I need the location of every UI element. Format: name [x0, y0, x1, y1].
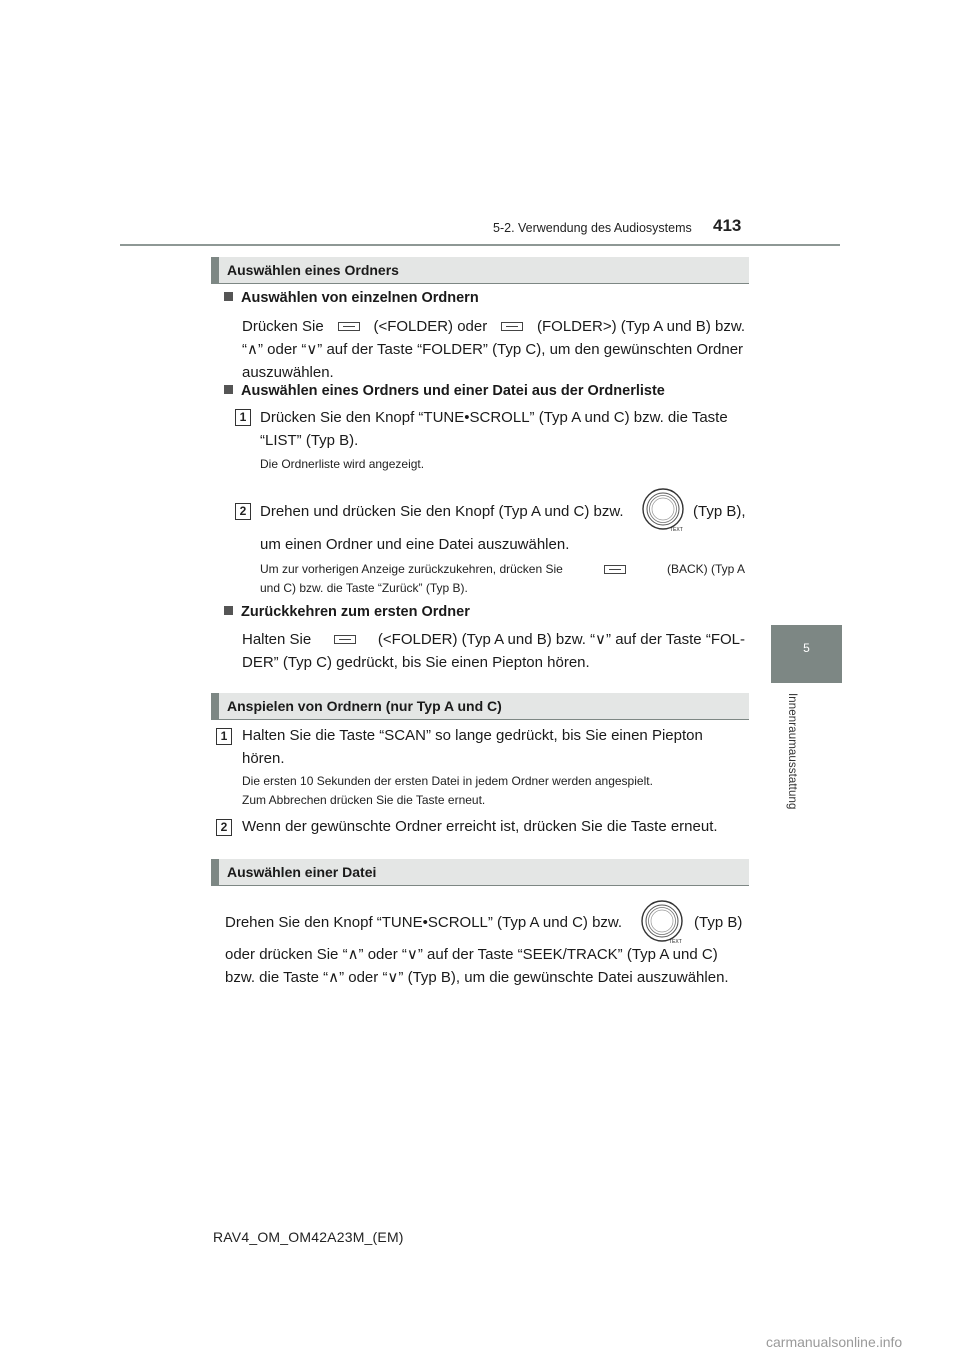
svg-text:TEXT: TEXT — [669, 939, 682, 945]
paragraph: (Typ B), — [693, 503, 746, 520]
subheading: Auswählen von einzelnen Ordnern — [224, 290, 479, 306]
subheading: Zurückkehren zum ersten Ordner — [224, 604, 470, 620]
paragraph: Drücken Sie (<FOLDER) oder (FOLDER>) (Typ A und B) bzw. “∧” oder “∨” auf der Taste “FOLDER” (Typ C), um den gewünschten Ordner auszuwählen. — [242, 318, 745, 381]
paragraph: (Typ B) — [694, 914, 743, 931]
section-title: Auswählen einer Datei — [227, 864, 377, 880]
section-heading-folder-scan — [211, 693, 749, 720]
note: Um zur vorherigen Anzeige zurückzukehren, drücken Sie (BACK) (Typ A und C) bzw. die Taste “Zurück” (Typ B). — [260, 562, 745, 595]
chapter-label: Innenraumausstattung — [786, 693, 798, 810]
button-icon — [334, 635, 356, 644]
square-bullet-icon — [224, 606, 233, 615]
watermark: carmanualsonline.info — [766, 1334, 903, 1350]
paragraph: um einen Ordner und eine Datei auszuwählen. — [260, 536, 570, 553]
square-bullet-icon — [224, 385, 233, 394]
svg-text:TEXT: TEXT — [670, 527, 683, 533]
button-icon — [604, 565, 626, 574]
paragraph: Drehen und drücken Sie den Knopf (Typ A und C) bzw. — [260, 503, 624, 520]
step-number: 1 — [216, 728, 232, 745]
step-number: 2 — [235, 503, 251, 520]
section-title: Auswählen eines Ordners — [227, 262, 399, 278]
paragraph: Drehen Sie den Knopf “TUNE•SCROLL” (Typ A und C) bzw. — [225, 914, 623, 931]
section-header: 5-2. Verwendung des Audiosystems — [493, 221, 692, 235]
button-icon — [501, 322, 523, 331]
paragraph: Drücken Sie den Knopf “TUNE•SCROLL” (Typ A und C) bzw. die Taste — [260, 409, 728, 426]
paragraph: Halten Sie (<FOLDER) (Typ A und B) bzw. “∨” auf der Taste “FOL- DER” (Typ C) gedrückt, bis Sie einen Piepton hören. — [242, 631, 745, 671]
section-heading-file-select — [211, 859, 749, 886]
header-divider — [120, 244, 840, 246]
note: Die ersten 10 Sekunden der ersten Datei in jedem Ordner werden angespielt. Zum Abbrechen drücken Sie die Taste erneut. — [242, 774, 653, 807]
paragraph: “LIST” (Typ B). — [260, 432, 359, 449]
step-number: 2 — [216, 819, 232, 836]
subheading: Auswählen eines Ordners und einer Datei aus der Ordnerliste — [224, 383, 665, 399]
tune-knob-icon — [641, 487, 687, 533]
button-icon — [338, 322, 360, 331]
tune-knob-icon — [640, 899, 686, 945]
square-bullet-icon — [224, 292, 233, 301]
step-number: 1 — [235, 409, 251, 426]
paragraph: Wenn der gewünschte Ordner erreicht ist, drücken Sie die Taste erneut. — [242, 818, 718, 835]
note: Die Ordnerliste wird angezeigt. — [260, 457, 425, 471]
page-number: 413 — [713, 216, 742, 235]
paragraph: oder drücken Sie “∧” oder “∨” auf der Taste “SEEK/TRACK” (Typ A und C) bzw. die Taste “∧” oder “∨” (Typ B), um die gewünschte Datei auszuwählen. — [225, 946, 729, 986]
document-code: RAV4_OM_OM42A23M_(EM) — [213, 1229, 404, 1245]
section-heading-folder-select — [211, 257, 749, 284]
paragraph: Halten Sie die Taste “SCAN” so lange gedrückt, bis Sie einen Piepton hören. — [242, 727, 703, 767]
chapter-number: 5 — [803, 641, 810, 655]
section-title: Anspielen von Ordnern (nur Typ A und C) — [227, 698, 502, 714]
